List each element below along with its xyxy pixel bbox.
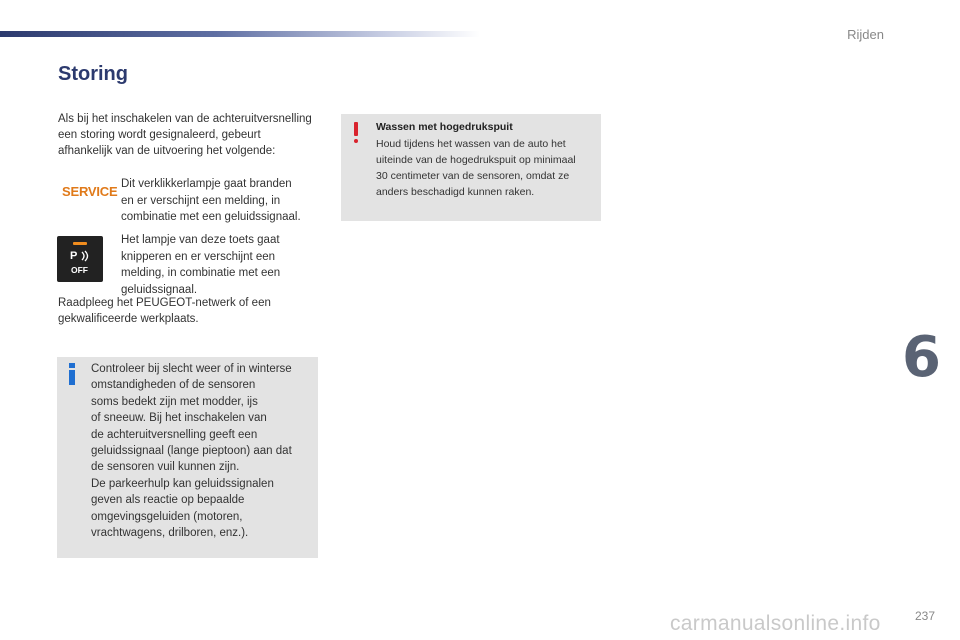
sensor-waves-icon — [80, 250, 90, 262]
service-item-text: Dit verklikkerlampje gaat branden en er verschijnt een melding, in combinatie met een geluidssignaal. — [121, 178, 301, 223]
indicator-light — [73, 242, 87, 245]
park-assist-item-text: Het lampje van deze toets gaat knipperen en er verschijnt een melding, in combinatie met een geluidssignaal. — [121, 234, 281, 296]
park-assist-off-button-icon: P OFF — [57, 236, 103, 282]
chapter-number: 6 — [902, 325, 941, 390]
chapter-name: Rijden — [847, 27, 884, 42]
off-label: OFF — [71, 265, 88, 275]
exclamation-icon — [353, 122, 359, 144]
section-title: Storing — [58, 63, 128, 85]
service-warning-icon: SERVICE — [62, 184, 118, 199]
warning-box — [341, 114, 601, 221]
info-icon — [68, 363, 76, 389]
warning-text: Houd tijdens het wassen van de auto het uiteinde van de hogedrukspuit op minimaal 30 centimeter van de sensoren, omdat ze anders beschadigd kunnen raken. — [376, 138, 576, 198]
info-text: Controleer bij slecht weer of in winterse omstandigheden of de sensoren soms bedekt zijn met modder, ijs of sneeuw. Bij het inschakelen van de achteruitversnelling geeft een geluidssignaal (lange pieptoon) aan dat de sensoren vuil kunnen zijn. De parkeerhulp kan geluidssignalen geven als reactie op bepaalde omgevingsgeluiden (motoren, vrachtwagens, drilboren, enz.). — [91, 363, 292, 540]
consult-paragraph: Raadpleeg het PEUGEOT-netwerk of een gekwalificeerde werkplaats. — [58, 297, 271, 325]
intro-paragraph: Als bij het inschakelen van de achteruitversnelling een storing wordt gesignaleerd, gebeurt afhankelijk van de uitvoering het volgende: — [58, 113, 312, 157]
warning-title: Wassen met hogedrukspuit — [376, 121, 513, 133]
page-number: 237 — [915, 609, 936, 623]
watermark: carmanualsonline.info — [670, 612, 881, 635]
header-accent-bar — [0, 31, 480, 37]
info-box — [57, 357, 318, 558]
